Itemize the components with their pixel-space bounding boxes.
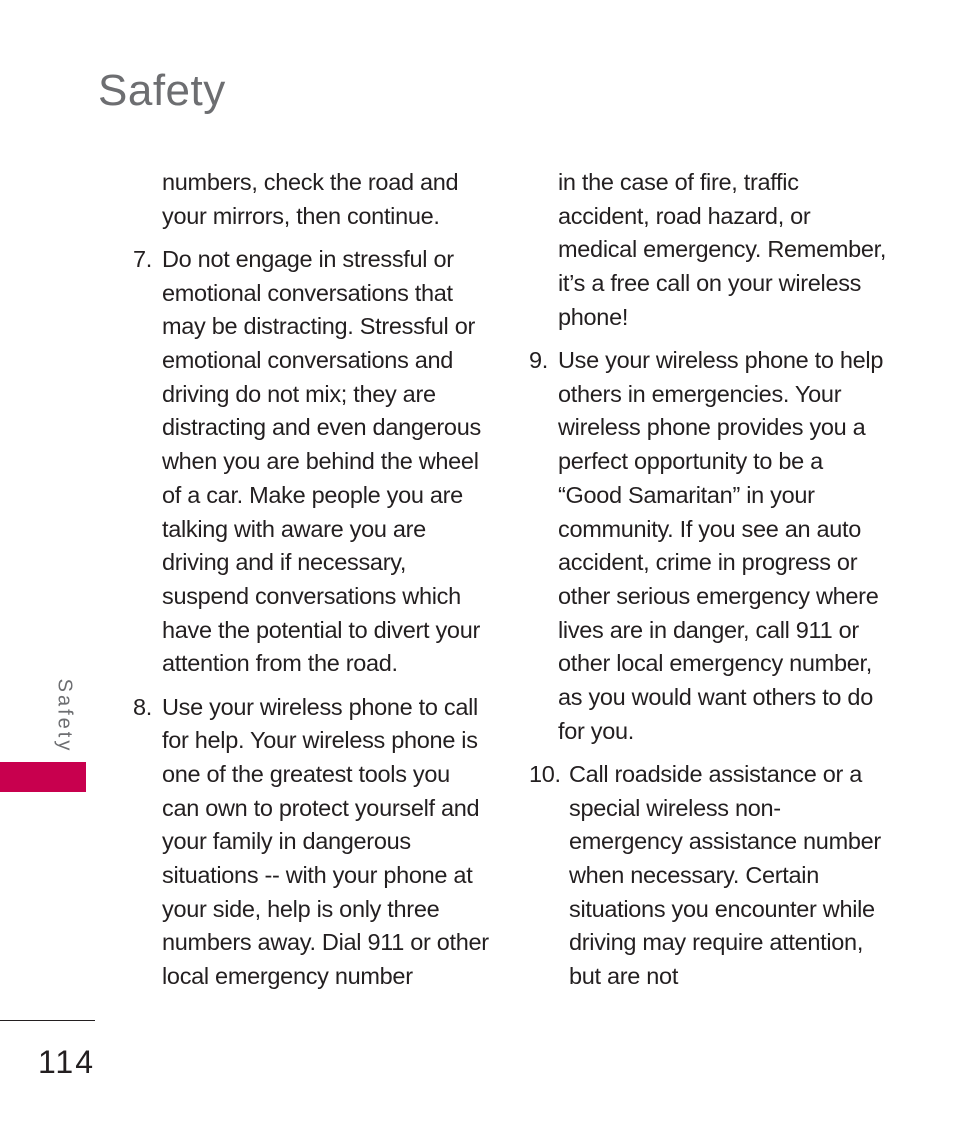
list-item-number: 10. — [529, 760, 561, 787]
right-column — [529, 166, 889, 1003]
list-item-text: Use your wireless phone to call for help. Your wireless phone is one of the greatest tools you can own to protect yourself and your family in dangerous situations -- with your phone at your side, help is only three numbers away. Dial 911 or other local emergency number — [162, 693, 489, 990]
section-side-label: Safety — [53, 678, 76, 754]
page-number: 114 — [38, 1044, 96, 1080]
list-item-number: 8. — [133, 693, 152, 720]
section-tab-marker — [0, 762, 86, 792]
left-column — [133, 166, 493, 1003]
continuation-text: in the case of fire, traffic accident, road hazard, or medical emergency. Remember, it’s a free call on your wireless phone! — [558, 169, 887, 330]
footer-divider — [0, 1020, 95, 1021]
list-item-text: Use your wireless phone to help others in emergencies. Your wireless phone provides you a perfect opportunity to be a “Good Samaritan” in your community. If you see an auto accident, crime in progress or other serious emergency where lives are in danger, call 911 or other local emergency number, as you would want others to do for you. — [558, 347, 884, 744]
list-item-text: Call roadside assistance or a special wireless non-emergency assistance number when necessary. Certain situations you encounter while driving may require attention, but are not — [569, 760, 881, 990]
list-item — [529, 344, 889, 748]
list-item-number: 7. — [133, 245, 152, 272]
list-item — [529, 758, 889, 994]
page-title: Safety — [98, 66, 226, 115]
continuation-text: numbers, check the road and your mirrors, then continue. — [162, 169, 459, 229]
list-item — [133, 243, 493, 681]
list-item-text: Do not engage in stressful or emotional conversations that may be distracting. Stressful or emotional conversations and driving do not mix; they are distracting and even dangerous when you are behind the wheel of a car. Make people you are talking with aware you are driving and if necessary, suspend conversations which have the potential to divert your attention from the road. — [162, 245, 481, 677]
list-item-number: 9. — [529, 347, 548, 374]
list-item — [133, 691, 493, 994]
